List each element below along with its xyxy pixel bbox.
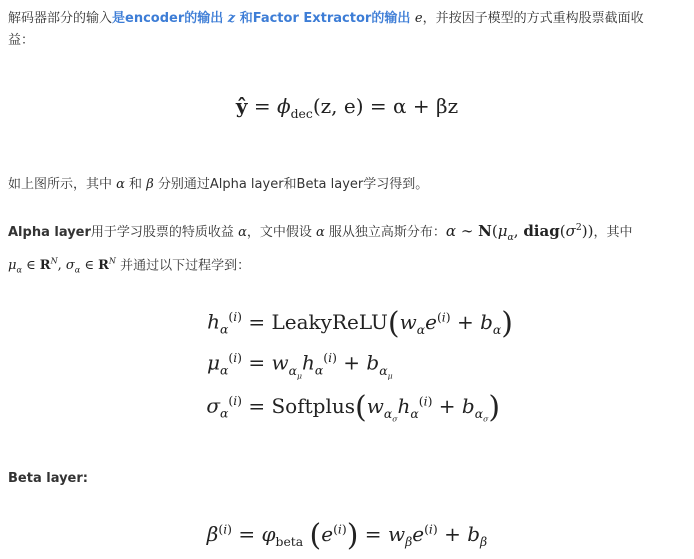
p1-alpha: α <box>116 177 125 192</box>
paragraph-alpha-beta <box>8 174 428 196</box>
alpha-eq-mu: $\mu_\alpha^{(i)} = w_{\alpha_\mu}h_\alpha^{(i)} + b_{\alpha_\mu}$ <box>206 350 393 381</box>
p2-alpha2: α <box>315 225 325 240</box>
eq-phi-sub: dec <box>290 106 313 121</box>
eq-rhs: = α + βz <box>369 94 459 118</box>
intro-highlight: 是encoder的输出 <box>112 11 228 26</box>
paragraph-alpha-layer <box>8 216 688 283</box>
intro-paragraph <box>8 8 688 52</box>
intro-highlight2: 和Factor Extractor的输出 <box>235 11 415 26</box>
p2-text-b: ，文中假设 <box>246 225 316 240</box>
intro-text2: ，并按因子模型的方式重构股票截面收 <box>422 11 644 26</box>
p2-line2-text: 并通过以下过程学到： <box>115 258 251 274</box>
p1-text-a: 如上图所示，其中 <box>8 177 117 192</box>
p2-text-a: 用于学习股票的特质收益 <box>90 225 239 240</box>
alpha-eq-sigma: $\sigma_\alpha^{(i)}$ = $Softplus(w_{\alpha_\sigma}h_\alpha^{(i)} + b_{\alpha_\sigma})$ <box>206 390 501 425</box>
intro-text: 解码器部分的输入 <box>8 11 113 26</box>
beta-heading: Beta layer: <box>8 471 88 486</box>
p1-text-b: 和 <box>124 177 147 192</box>
eq-args: (z, e) <box>312 94 364 118</box>
p1-text-c: 分别通过Alpha layer和Beta layer学习得到。 <box>153 177 429 192</box>
beta-equation: $\beta^{(i)} = \varphi_{beta}$ $(e^{(i)}) = w_\beta e^{(i)} + b_\beta$ <box>206 518 488 553</box>
intro-line2: 益： <box>8 33 35 48</box>
p2-label: Alpha layer <box>8 225 91 240</box>
p2-dist: α ∼ $N(\mu_\alpha$, $diag(\sigma^2)$) <box>445 222 594 243</box>
leakyrelu-label: LeakyReLU <box>271 310 388 334</box>
decoder-equation: ŷ = $\phi_{dec}(z$, e) = α + βz <box>235 94 459 121</box>
alpha-eq-h: $h_\alpha^{(i)}$ = $LeakyReLU(w_\alpha e^{(i)} + b_\alpha)$ <box>207 306 513 341</box>
eq-lhs: ŷ <box>235 94 248 118</box>
p2-line2-math: $\mu_\alpha$ ∈ $R^N$, $\sigma_\alpha$ ∈ $R^N$ <box>8 257 116 275</box>
p2-text-c: 服从独立高斯分布： <box>324 225 446 240</box>
p2-text-d: ，其中 <box>593 225 633 240</box>
p2-alpha: α <box>238 225 247 240</box>
p1-beta: β <box>146 177 154 192</box>
intro-z: z <box>227 11 236 26</box>
softplus-label: Softplus <box>271 394 356 418</box>
intro-e: e <box>414 11 423 26</box>
eq-phi: ϕ <box>276 94 291 118</box>
